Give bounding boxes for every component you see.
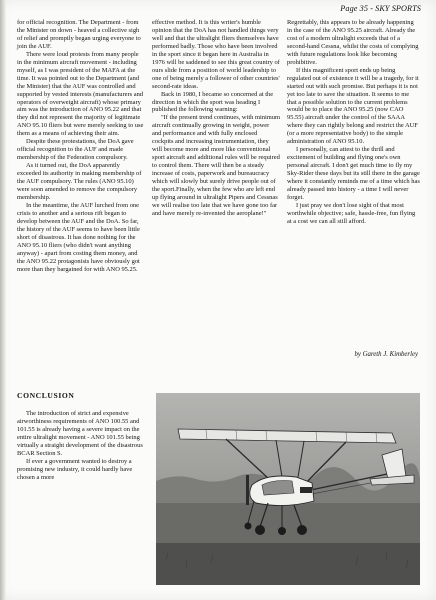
paragraph: I personally, can attest to the thrill and excitement of building and flying one's own personal aircraft. I don't get much time to fly my Sky-Rider these days but its still there in the garage where it constantly reminds me of a time which has already passed into history - a time I will never forget. xyxy=(287,146,420,201)
paragraph: I just pray we don't lose sight of that most worthwhile objective; safe, hassle-free, fun flying at a cost we can all still afford. xyxy=(287,201,416,225)
article-column-1 xyxy=(17,19,145,274)
paragraph: Back in 1980, I became so concerned at the direction in which the sport was heading I published the following warning: xyxy=(152,90,274,114)
paragraph: The introduction of strict and expensive airworthiness requirements of ANO 100.55 and 101.55 is already having a severe impact on the entire ultralight movement - ANO 101.55 being virtually a straight development of the disastrous BCAR Section S. xyxy=(17,410,143,457)
conclusion-text xyxy=(17,410,145,482)
paragraph: There were loud protests from many people in the minimum aircraft movement - including myself, as I was president of the MAFA at the time. It was pointed out to the Department (and the Minister) that the AUF was controlled and supported by vested interests (manufacturers and operators of overweight aircraft) whose primary aim was the introduction of ANO 95.22 and that they did not represent the majority of legitimate ANO 95.10 fliers but were merely seeking to use them as a means of achieving their aim. xyxy=(17,50,144,138)
scan-edge xyxy=(0,0,6,600)
paragraph: Regrettably, this appears to be already happening in the case of the ANO 95.25 aircraft. Already the cost of a modern ultralight exceeds that of a second-hand Cessna, whilst the costs of complying with future regulations look like becoming prohibitive. xyxy=(287,19,419,66)
aircraft-illustration xyxy=(156,393,420,585)
section-heading: CONCLUSION xyxy=(17,391,75,400)
paragraph: effective method. It is this writer's humble opinion that the DoA has not handled things very well and that the ultralight fliers themselves have performed badly. Those who have been involved in the sport since it began here in Australia in 1976 will be saddened to see this great country of ours slide from a position of world leadership to one of being merely a follower of other countries' second-rate ideas. xyxy=(152,19,280,90)
article-column-2 xyxy=(152,19,280,218)
article-column-3 xyxy=(287,19,420,226)
paragraph: In the meantime, the AUF lurched from one crisis to another and a serious rift began to develop between the AUF and the DoA. So far, the history of the AUF seems to have been little short of disastrous. It has done nothing for the ANO 95.10 fliers (who didn't want anything anyway) - apart from costing them money, and the ANO 95.22 protagonists have obviously got more than they bargained for with ANO 95.25. xyxy=(17,201,140,273)
paragraph: for official recognition. The Department - from the Minister on down - heaved a collective sigh of relief and promptly began urging everyone to join the AUF. xyxy=(17,19,141,50)
author-byline: by Gareth J. Kimberley xyxy=(354,351,418,358)
paragraph: As it turned out, the DoA apparently exceeded its authority in making membership of the AUF compulsory. The rules (ANO 95.10) were soon amended to remove the compulsory membership. xyxy=(17,162,142,201)
paragraph: If ever a government wanted to destroy a promising new industry, it could hardly have chosen a more xyxy=(17,457,133,481)
paragraph: If this magnificent sport ends up being regulated out of existence it will be a tragedy, for it started out with such promise. But perhaps it is not yet too late to save the situation. It seems to me that a possible solution to the current problems would be to place the ANO 95.25 (now CAO 95.55) aircraft under the control of the SAAA where they can rightly belong and restrict the AUF (or a more representative body) to the simple administration of ANO 95.10. xyxy=(287,66,419,146)
ultralight-aircraft-photo xyxy=(156,393,420,585)
paragraph: Despite these protestations, the DoA gave official recognition to the AUF and made membership of the Federation compulsory. xyxy=(17,138,134,162)
page-header: Page 35 - SKY SPORTS xyxy=(340,4,421,13)
quote-paragraph: "If the present trend continues, with minimum aircraft continually growing in weight, power and performance and with fully enclosed cockpits and increasing instrumentation, they will become more and more like conventional sport aircraft and additional rules will be required to control them. There will then be a steady increase of costs, paperwork and bureaucracy which will slowly but surely drive people out of the sport.Finally, when the few who are left end up flying around in ultralight Pipers and Cessnas we will realise too late that we have gone too far and have merely re-invented the aeroplane!" xyxy=(152,114,281,217)
